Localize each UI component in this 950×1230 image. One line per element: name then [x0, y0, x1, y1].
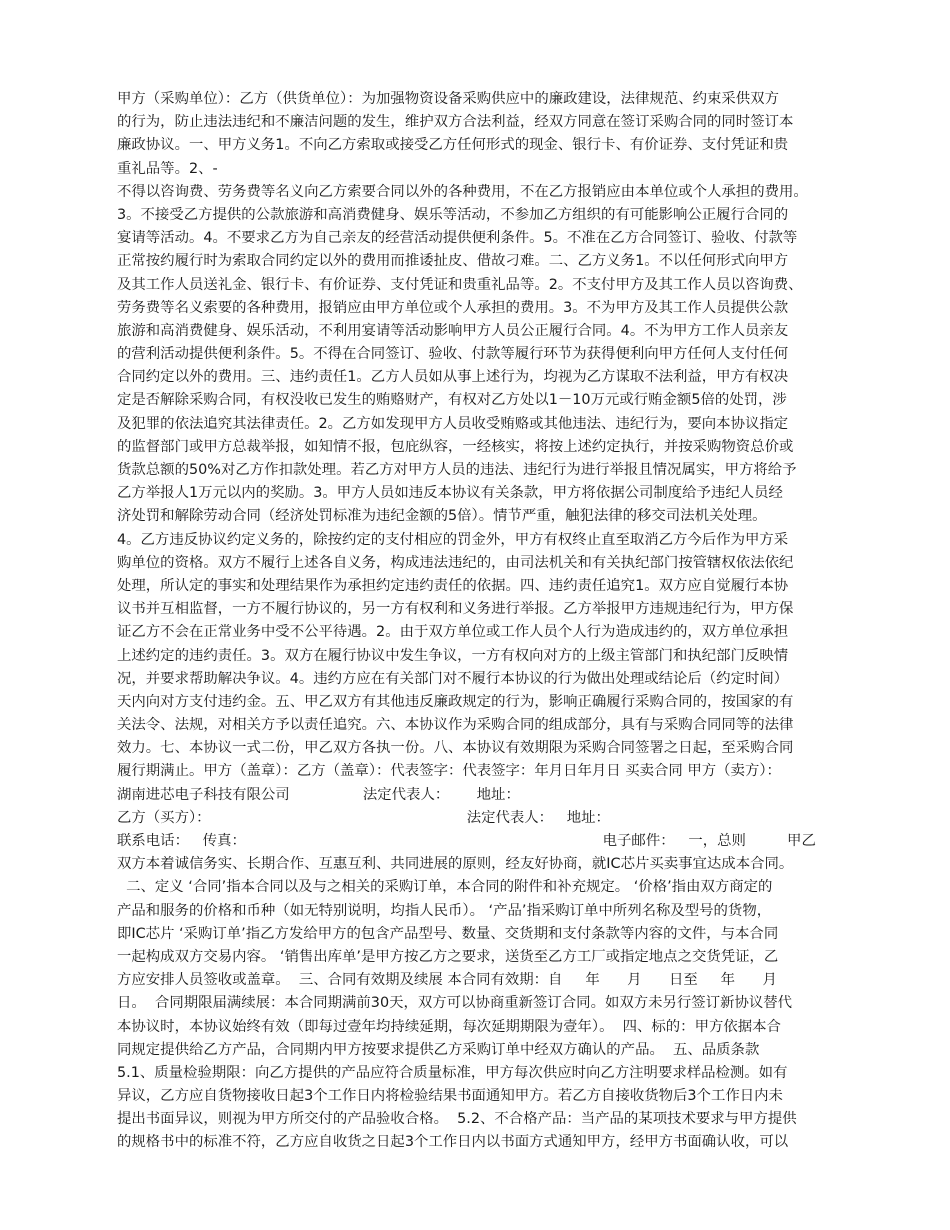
text-line: 劳务费等名义索要的各种费用，报销应由甲方单位或个人承担的费用。3。不为甲方及其工作人员提供公款 — [117, 299, 789, 316]
text-line: 廉政协议。一、甲方义务1。不向乙方索取或接受乙方任何形式的现金、银行卡、有价证券、支付凭证和贵 — [117, 137, 789, 154]
text-line: 5.1、质量检验期限：向乙方提供的产品应符合质量标准，甲方每次供应时向乙方注明要求样品检测。如有 — [117, 1064, 788, 1081]
text-line: 提出书面异议，则视为甲方所交付的产品验收合格。 5.2、不合格产品：当产品的某项技术要求与甲方提供 — [117, 1111, 797, 1128]
text-line: 同规定提供给乙方产品，合同期内甲方按要求提供乙方采购订单中经双方确认的产品。 五、品质条款 — [117, 1041, 760, 1058]
text-line: 天内向对方支付违约金。五、甲乙双方有其他违反廉政规定的行为，影响正确履行采购合同的，按国家的有 — [117, 693, 794, 710]
text-line: 双方本着诚信务实、长期合作、互惠互利、共同进展的原则，经友好协商，就IC芯片买卖事宜达成本合同。 — [117, 856, 794, 873]
text-line: 处理，所认定的事实和处理结果作为承担约定违约责任的依据。四、违约责任追究1。双方应自觉履行本协 — [117, 577, 789, 594]
text-line: 及犯罪的依法追究其法律责任。2。乙方如发现甲方人员收受贿赂或其他违法、违纪行为，要向本协议指定 — [117, 415, 789, 432]
text-line: 议书并互相监督，一方不履行协议的，另一方有权利和义务进行举报。乙方举报甲方违规违纪行为，甲方保 — [117, 601, 794, 618]
text-line: 购单位的资格。双方不履行上述各自义务，构成违法违纪的，由司法机关和有关执纪部门按管辖权依法依纪 — [117, 554, 794, 571]
text-line: 效力。七、本协议一式二份，甲乙双方各执一份。八、本协议有效期限为采购合同签署之日起，至采购合同 — [117, 740, 794, 757]
document-body — [117, 88, 873, 1155]
text-line: 定是否解除采购合同，有权没收已发生的贿赂财产，有权对乙方处以1－10万元或行贿金额5倍的处罚，涉 — [117, 392, 787, 409]
text-line: 湖南进芯电子科技有限公司 法定代表人： 地址： — [117, 786, 520, 803]
text-line: 及其工作人员送礼金、银行卡、有价证券、支付凭证和贵重礼品等。2。不支付甲方及其工作人员以咨询费、 — [117, 276, 803, 293]
text-line: 4。乙方违反协议约定义务的，除按约定的支付相应的罚金外，甲方有权终止直至取消乙方今后作为甲方采 — [117, 531, 789, 548]
text-line: 产品和服务的价格和币种（如无特别说明，均指人民币）。 ‘产品’指采购订单中所列名称及型号的货物， — [117, 902, 772, 919]
text-line: 3。不接受乙方提供的公款旅游和高消费健身、娱乐等活动，不参加乙方组织的有可能影响公正履行合同的 — [117, 206, 789, 223]
text-line: 合同约定以外的费用。三、违约责任1。乙方人员如从事上述行为，均视为乙方谋取不法利益，甲方有权决 — [117, 369, 789, 386]
text-line: 乙方（买方）： 法定代表人： 地址： — [117, 809, 610, 826]
text-line: 本协议时，本协议始终有效（即每过壹年均持续延期，每次延期期限为壹年）。 四、标的：甲方依据本合 — [117, 1018, 781, 1035]
text-line: 关法令、法规，对相关方予以责任追究。六、本协议作为采购合同的组成部分，具有与采购合同同等的法律 — [117, 717, 794, 734]
text-line: 二、定义 ‘合同’指本合同以及与之相关的采购订单，本合同的附件和补充规定。 ‘价格’指由双方商定的 — [117, 879, 773, 896]
text-line: 不得以咨询费、劳务费等名义向乙方索要合同以外的各种费用，不在乙方报销应由本单位或个人承担的费用。 — [117, 183, 808, 200]
text-line: 履行期满止。甲方（盖章）：乙方（盖章）：代表签字：代表签字：年月日年月日 买卖合同 甲方（卖方）： — [117, 763, 781, 780]
text-line: 异议，乙方应自货物接收日起3个工作日内将检验结果书面通知甲方。若乙方自接收货物后3个工作日内未 — [117, 1088, 783, 1105]
text-line: 的行为，防止违法违纪和不廉洁问题的发生，维护双方合法利益，经双方同意在签订采购合同的同时签订本 — [117, 114, 794, 131]
text-line: 货款总额的50%对乙方作扣款处理。若乙方对甲方人员的违法、违纪行为进行举报且情况属实，甲方将给予 — [117, 462, 797, 478]
text-line: 甲方（采购单位）：乙方（供货单位）：为加强物资设备采购供应中的廉政建设，法律规范、约束采供双方 — [117, 91, 779, 107]
text-line: 上述约定的违约责任。3。双方在履行协议中发生争议，一方有权向对方的上级主管部门和执纪部门反映情 — [117, 647, 789, 664]
text-line: 况，并要求帮助解决争议。4。违约方应在有关部门对不履行本协议的行为做出处理或结论后（约定时间） — [117, 670, 789, 687]
text-line: 宴请等活动。4。不要求乙方为自己亲友的经营活动提供便利条件。5。不准在乙方合同签订、验收、付款等 — [117, 230, 798, 247]
text-line: 联系电话： 传真： 电子邮件： 一，总则 甲乙 — [117, 833, 816, 849]
text-line: 的规格书中的标准不符，乙方应自收货之日起3个工作日内以书面方式通知甲方，经甲方书面确认收，可以 — [117, 1134, 789, 1151]
text-line: 证乙方不会在正常业务中受不公平待遇。2。由于双方单位或工作人员个人行为造成违约的，双方单位承担 — [117, 624, 789, 641]
text-line: 济处罚和解除劳动合同（经济处罚标准为违纪金额的5倍）。情节严重，触犯法律的移交司法机关处理。 — [117, 508, 767, 525]
text-line: 乙方举报人1万元以内的奖励。3。甲方人员如违反本协议有关条款，甲方将依据公司制度给予违纪人员经 — [117, 485, 783, 502]
text-line: 的监督部门或甲方总裁举报，如知情不报，包庇纵容，一经核实，将按上述约定执行，并按采购物资总价或 — [117, 438, 794, 455]
text-line: 正常按约履行时为索取合同约定以外的费用而推诿扯皮、借故刁难。二、乙方义务1。不以任何形式向甲方 — [117, 253, 789, 270]
text-line: 旅游和高消费健身、娱乐活动，不利用宴请等活动影响甲方人员公正履行合同。4。不为甲方工作人员亲友 — [117, 322, 789, 339]
text-line: 日。 合同期限届满续展：本合同期满前30天，双方可以协商重新签订合同。如双方未另行签订新协议替代 — [117, 995, 793, 1012]
text-line: 的营利活动提供便利条件。5。不得在合同签订、验收、付款等履行环节为获得便利向甲方任何人支付任何 — [117, 346, 789, 363]
text-line: 即IC芯片 ‘采购订单’指乙方发给甲方的包含产品型号、数量、交货期和支付条款等内容的文件，与本合同 — [117, 925, 779, 942]
text-line: 一起构成双方交易内容。 ‘销售出库单’是甲方按乙方之要求，送货至乙方工厂或指定地点之交货凭证，乙 — [117, 948, 779, 965]
text-line: 方应安排人员签收或盖章。 三、合同有效期及续展 本合同有效期：自 年 月 日至 年 月 — [117, 972, 777, 989]
text-line: 重礼品等。2、- — [117, 160, 218, 177]
